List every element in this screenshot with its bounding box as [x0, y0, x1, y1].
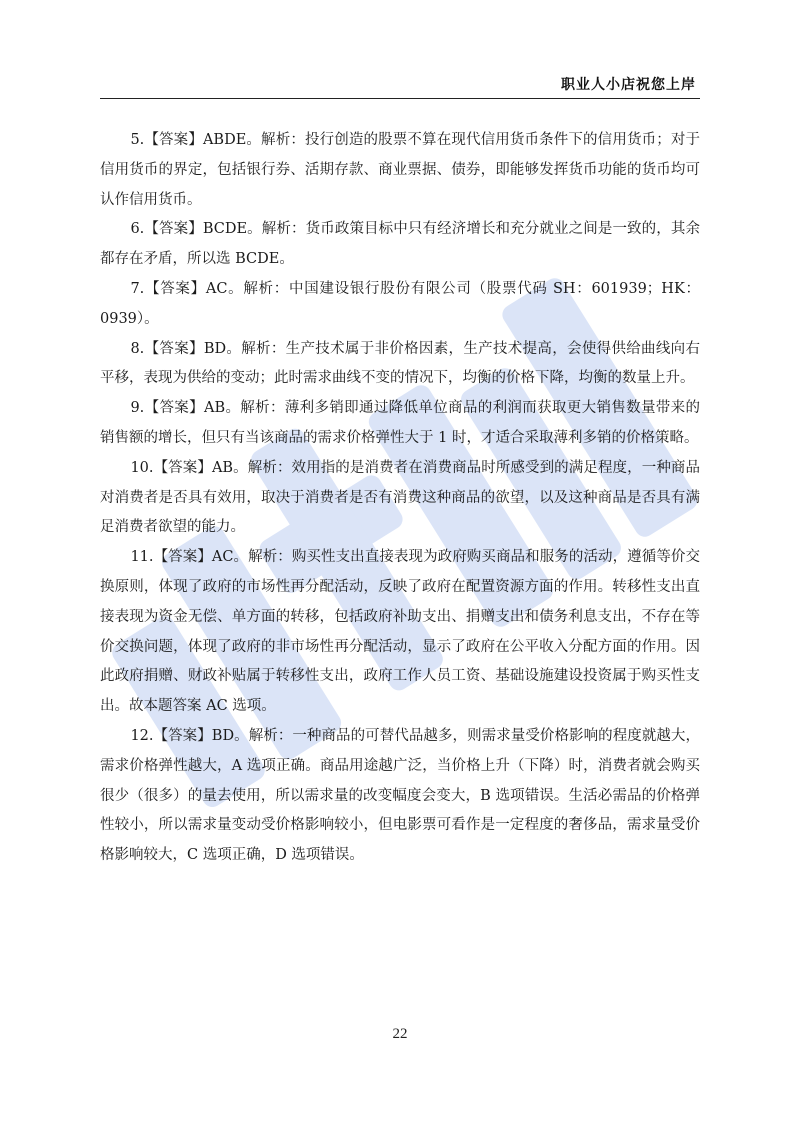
answer-item: 6.【答案】BCDE。解析：货币政策目标中只有经济增长和充分就业之间是一致的，其余都存在矛盾，所以选 BCDE。 [100, 221, 700, 268]
answer-item: 8.【答案】BD。解析：生产技术属于非价格因素，生产技术提高，会使得供给曲线向右平移，表现为供给的变动；此时需求曲线不变的情况下，均衡的价格下降，均衡的数量上升。 [100, 340, 700, 387]
answer-item: 5.【答案】ABDE。解析：投行创造的股票不算在现代信用货币条件下的信用货币；对于信用货币的界定，包括银行券、活期存款、商业票据、债券，即能够发挥货币功能的货币均可认作信用货币。 [100, 132, 700, 208]
answer-explanations [100, 126, 700, 871]
answer-item: 12.【答案】BD。解析：一种商品的可替代品越多，则需求量受价格影响的程度就越大，需求价格弹性越大，A 选项正确。商品用途越广泛，当价格上升（下降）时，消费者就会购买很少（很多）的量去使用，所以需求量的改变幅度会变大，B 选项错误。生活必需品的价格弹性较小，所以需求量变动受价格影响较小，但电影票可看作是一定程度的奢侈品，需求量受价格影响较大，C 选项正确，D 选项错误。 [100, 727, 700, 864]
answer-item: 10.【答案】AB。解析：效用指的是消费者在消费商品时所感受到的满足程度，一种商品对消费者是否具有效用，取决于消费者是否有消费这种商品的欲望，以及这种商品是否具有满足消费者欲望的能力。 [100, 459, 700, 536]
header-title: 职业人小店祝您上岸 [561, 77, 696, 93]
answer-item: 9.【答案】AB。解析：薄利多销即通过降低单位商品的利润而获取更大销售数量带来的销售额的增长，但只有当该商品的需求价格弹性大于 1 时，才适合采取薄利多销的价格策略。 [100, 400, 700, 446]
page-number: 22 [392, 1026, 408, 1042]
page-header [100, 72, 700, 99]
answer-item: 7.【答案】AC。解析：中国建设银行股份有限公司（股票代码 SH：601939；HK：0939）。 [100, 280, 700, 327]
answer-item: 11.【答案】AC。解析：购买性支出直接表现为政府购买商品和服务的活动，遵循等价交换原则，体现了政府的市场性再分配活动，反映了政府在配置资源方面的作用。转移性支出直接表现为资金无偿、单方面的转移，包括政府补助支出、捐赠支出和债务利息支出，不存在等价交换问题，体现了政府的非市场性再分配活动，显示了政府在公平收入分配方面的作用。因此政府捐赠、财政补贴属于转移性支出，政府工作人员工资、基础设施建设投资属于购买性支出。故本题答案 AC 选项。 [100, 549, 700, 715]
